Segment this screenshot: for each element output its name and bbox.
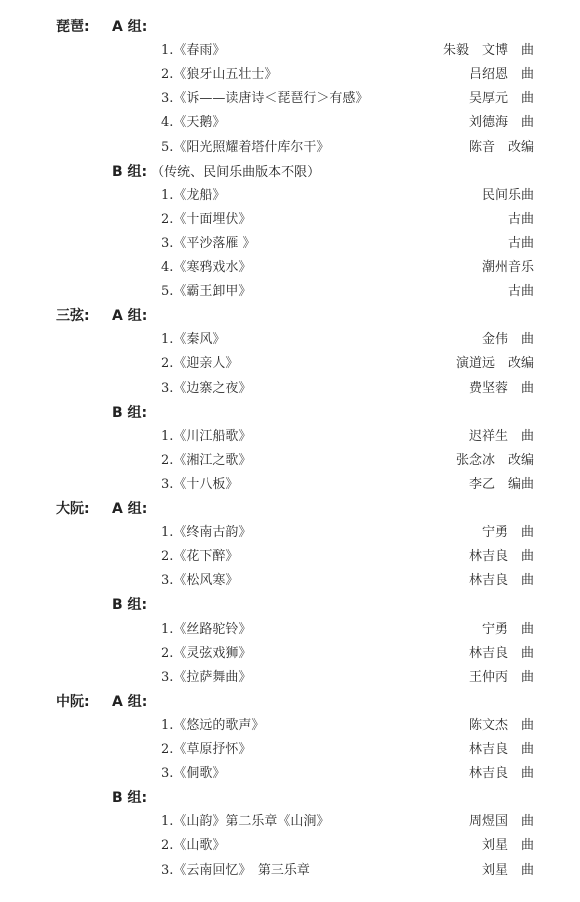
piece-row bbox=[0, 764, 580, 784]
piece-composer: 陈文杰 曲 bbox=[468, 717, 534, 733]
group-label bbox=[112, 17, 147, 37]
group-name: B 组: bbox=[112, 790, 148, 807]
instrument-label: 大阮: bbox=[56, 501, 90, 517]
piece-composer: 朱毅 文博 曲 bbox=[442, 43, 534, 59]
piece-composer: 宁勇 曲 bbox=[481, 525, 534, 541]
piece-title: 2.《花下醉》 bbox=[161, 549, 239, 565]
piece-title: 2.《灵弦戏狮》 bbox=[161, 645, 252, 661]
piece-title: 1.《终南古韵》 bbox=[161, 525, 252, 541]
group-header bbox=[0, 788, 580, 808]
piece-row bbox=[0, 861, 580, 881]
piece-title: 1.《山韵》第二乐章《山涧》 bbox=[161, 814, 330, 830]
piece-row bbox=[0, 427, 580, 447]
group-name: A 组: bbox=[112, 308, 148, 325]
group-name: A 组: bbox=[112, 693, 148, 710]
piece-title: 4.《天鹅》 bbox=[161, 115, 226, 131]
piece-row bbox=[0, 234, 580, 254]
group-name: A 组: bbox=[112, 19, 148, 35]
piece-composer: 吕绍恩 曲 bbox=[468, 67, 534, 83]
piece-composer: 林吉良 曲 bbox=[468, 766, 534, 782]
piece-composer: 民间乐曲 bbox=[481, 187, 534, 203]
group-header bbox=[0, 162, 580, 182]
piece-row bbox=[0, 258, 580, 278]
piece-row bbox=[0, 740, 580, 760]
piece-title: 2.《湘江之歌》 bbox=[161, 452, 252, 468]
piece-row bbox=[0, 716, 580, 736]
piece-composer: 周煜国 曲 bbox=[468, 814, 534, 830]
piece-row bbox=[0, 186, 580, 206]
piece-composer: 刘星 曲 bbox=[481, 862, 534, 878]
piece-title: 1.《春雨》 bbox=[161, 43, 226, 59]
piece-title: 2.《草原抒怀》 bbox=[161, 742, 252, 757]
instrument-label: 琵琶: bbox=[56, 19, 90, 35]
piece-row bbox=[0, 475, 580, 495]
instrument-label: 三弦: bbox=[56, 308, 90, 325]
piece-title: 1.《秦风》 bbox=[161, 332, 226, 348]
piece-row bbox=[0, 812, 580, 832]
piece-row bbox=[0, 113, 580, 133]
piece-title: 1.《丝路驼铃》 bbox=[161, 621, 252, 637]
piece-composer: 李乙 编曲 bbox=[468, 476, 534, 492]
piece-composer: 张念冰 改编 bbox=[455, 452, 534, 468]
group-label bbox=[112, 499, 147, 519]
piece-composer: 演道远 改编 bbox=[455, 356, 534, 372]
piece-row bbox=[0, 379, 580, 399]
piece-title: 3.《松风寒》 bbox=[161, 573, 239, 589]
piece-row bbox=[0, 571, 580, 591]
piece-title: 4.《寒鸦戏水》 bbox=[161, 260, 252, 275]
piece-title: 1.《龙船》 bbox=[161, 187, 226, 203]
piece-title: 3.《侗歌》 bbox=[161, 766, 226, 782]
group-header bbox=[0, 595, 580, 615]
piece-composer: 吴厚元 曲 bbox=[468, 91, 534, 107]
piece-title: 1.《川江船歌》 bbox=[161, 428, 252, 444]
piece-row bbox=[0, 836, 580, 856]
piece-composer: 刘星 曲 bbox=[481, 838, 534, 854]
piece-row bbox=[0, 547, 580, 567]
group-header bbox=[0, 306, 580, 326]
piece-title: 2.《迎亲人》 bbox=[161, 356, 239, 372]
piece-composer: 林吉良 曲 bbox=[468, 573, 534, 589]
piece-row bbox=[0, 668, 580, 688]
piece-title: 3.《诉——读唐诗＜琵琶行＞有感》 bbox=[161, 91, 369, 107]
piece-title: 2.《狼牙山五壮士》 bbox=[161, 67, 278, 83]
piece-composer: 金伟 曲 bbox=[481, 332, 534, 348]
piece-row bbox=[0, 89, 580, 109]
group-header bbox=[0, 17, 580, 37]
group-label bbox=[112, 595, 147, 615]
piece-title: 2.《十面埋伏》 bbox=[161, 211, 252, 227]
group-label bbox=[112, 403, 147, 423]
group-label bbox=[112, 162, 320, 183]
piece-composer: 宁勇 曲 bbox=[481, 621, 534, 637]
group-name: A 组: bbox=[112, 501, 148, 517]
group-label bbox=[112, 692, 147, 712]
piece-composer: 林吉良 曲 bbox=[468, 645, 534, 661]
piece-title: 3.《云南回忆》 第三乐章 bbox=[161, 862, 310, 878]
piece-title: 3.《十八板》 bbox=[161, 476, 239, 492]
piece-title: 3.《边寨之夜》 bbox=[161, 380, 252, 396]
piece-composer: 林吉良 曲 bbox=[468, 549, 534, 565]
piece-composer: 古曲 bbox=[507, 235, 534, 251]
group-name: B 组: bbox=[112, 163, 148, 180]
piece-row bbox=[0, 65, 580, 85]
group-name: B 组: bbox=[112, 404, 148, 421]
piece-title: 5.《阳光照耀着塔什库尔干》 bbox=[161, 139, 330, 155]
piece-composer: 费坚蓉 曲 bbox=[468, 380, 534, 396]
group-label bbox=[112, 306, 147, 326]
instrument-label: 中阮: bbox=[56, 693, 90, 710]
group-note: （传统、民间乐曲版本不限） bbox=[151, 164, 321, 180]
piece-composer: 王仲丙 曲 bbox=[468, 669, 534, 685]
piece-composer: 古曲 bbox=[507, 284, 534, 300]
piece-composer: 潮州音乐 bbox=[481, 260, 534, 275]
piece-title: 3.《平沙落雁 》 bbox=[161, 235, 256, 251]
piece-row bbox=[0, 210, 580, 230]
piece-row bbox=[0, 644, 580, 664]
group-name: B 组: bbox=[112, 597, 148, 614]
group-header bbox=[0, 403, 580, 423]
piece-composer: 陈音 改编 bbox=[468, 139, 534, 155]
group-header bbox=[0, 499, 580, 519]
piece-title: 1.《悠远的歌声》 bbox=[161, 717, 265, 733]
piece-row bbox=[0, 41, 580, 61]
piece-composer: 古曲 bbox=[507, 211, 534, 227]
piece-composer: 刘德海 曲 bbox=[468, 115, 534, 131]
piece-row bbox=[0, 138, 580, 158]
group-label bbox=[112, 788, 147, 808]
piece-composer: 迟祥生 曲 bbox=[468, 428, 534, 444]
piece-row bbox=[0, 330, 580, 350]
piece-row bbox=[0, 282, 580, 302]
group-header bbox=[0, 692, 580, 712]
piece-title: 3.《拉萨舞曲》 bbox=[161, 669, 252, 685]
piece-row bbox=[0, 523, 580, 543]
piece-composer: 林吉良 曲 bbox=[468, 742, 534, 757]
piece-row bbox=[0, 354, 580, 374]
piece-row bbox=[0, 451, 580, 471]
piece-title: 5.《霸王卸甲》 bbox=[161, 284, 252, 300]
piece-row bbox=[0, 620, 580, 640]
piece-title: 2.《山歌》 bbox=[161, 838, 226, 854]
